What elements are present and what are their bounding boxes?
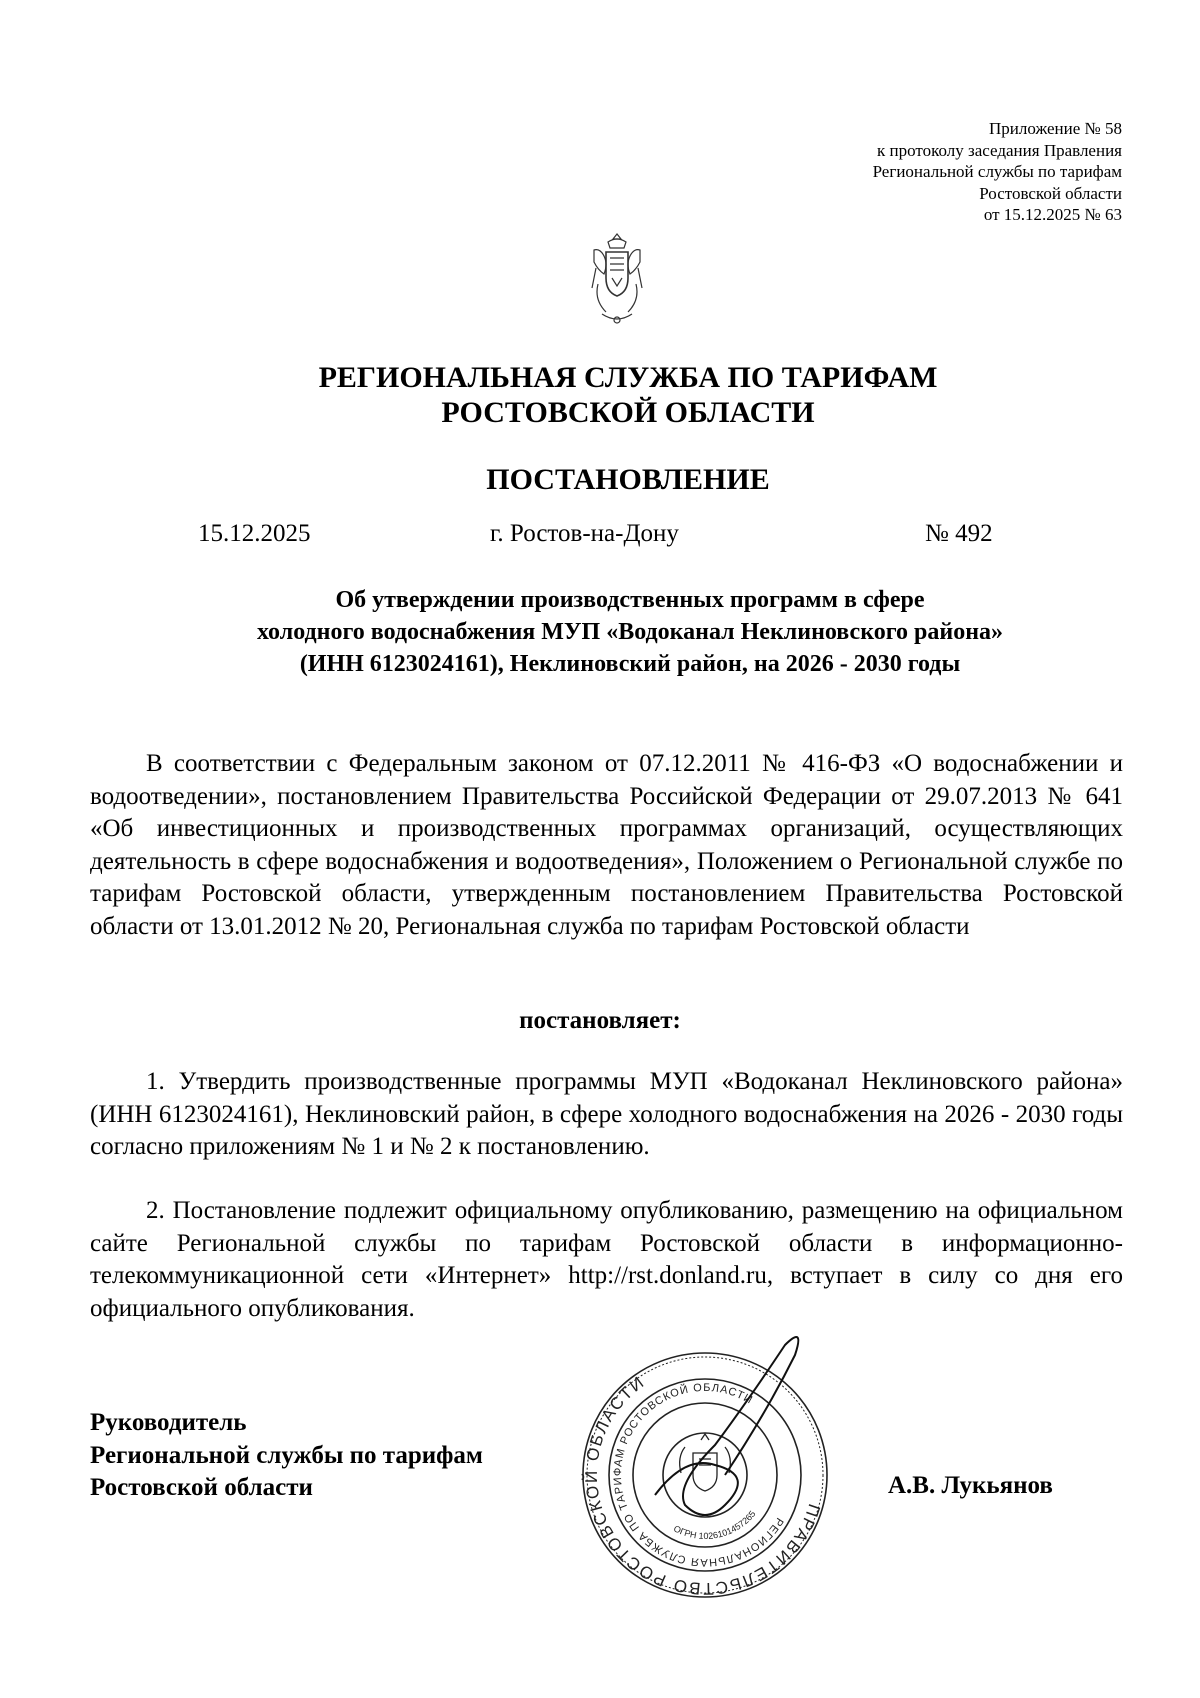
organization-title-line: РЕГИОНАЛЬНАЯ СЛУЖБА ПО ТАРИФАМ: [318, 361, 938, 394]
signer-name: А.В. Лукьянов: [888, 1472, 1053, 1499]
preamble-paragraph: В соответствии с Федеральным законом от 07.12.2011 № 416-ФЗ «О водоснабжении и водоотведении», постановлением Правительства Российской Федерации от 29.07.2013 № 641 «Об инвестиционных и производственных программах организаций, осуществляющих деятельность в сфере водоснабжения и водоотведения», Положением о Региональной службе по тарифам Ростовской области, утвержденным постановлением Правительства Ростовской области от 13.01.2012 № 20, Региональная служба по тарифам Ростовской области: [90, 750, 1123, 940]
appendix-line: Ростовской области: [979, 183, 1122, 203]
coat-of-arms-icon: [586, 228, 648, 328]
document-date: 15.12.2025: [198, 520, 311, 547]
document-number: № 492: [925, 520, 993, 547]
document-city: г. Ростов-на-Дону: [490, 520, 679, 547]
signer-position-line: Региональной службы по тарифам: [90, 1441, 483, 1469]
document-subject: [90, 584, 1170, 680]
signature-scribble: [655, 1337, 798, 1515]
organization-title: [0, 360, 1200, 430]
appendix-line: Региональной службы по тарифам: [872, 162, 1122, 181]
subject-line: (ИНН 6123024161), Неклиновский район, на 2026 - 2030 годы: [299, 651, 961, 677]
organization-title-line: РОСТОВСКОЙ ОБЛАСТИ: [441, 396, 815, 429]
appendix-note: [702, 118, 1122, 226]
appendix-line: к протоколу заседания Правления: [877, 140, 1122, 160]
official-seal: [575, 1335, 835, 1615]
decree-word: постановляет:: [519, 1007, 681, 1034]
svg-text:РЕГИОНАЛЬНАЯ СЛУЖБА ПО ТАРИФАМ: [578, 1348, 832, 1602]
subject-line: холодного водоснабжения МУП «Водоканал Неклиновского района»: [256, 619, 1004, 645]
signer-position-line: Руководитель: [90, 1409, 247, 1436]
seal-id-text: ОГРН 1026101457265: [671, 1508, 758, 1542]
subject-line: Об утверждении производственных программ в сфере: [335, 587, 925, 613]
seal-inner-text: РЕГИОНАЛЬНАЯ СЛУЖБА ПО ТАРИФАМ РОСТОВСКОЙ ОБЛАСТИ: [611, 1381, 786, 1569]
decree-item-2: 2. Постановление подлежит официальному опубликованию, размещению на официальном сайте Региональной службы по тарифам Ростовской области в информационно-телекоммуникационной сети «Интернет» http://rst.donland.ru, вступает в силу со дня его официального опубликования.: [90, 1197, 1123, 1322]
signer-position: [90, 1407, 483, 1505]
signer-position-line: Ростовской области: [90, 1474, 313, 1501]
appendix-line: Приложение № 58: [989, 119, 1122, 138]
decree-item-1: 1. Утвердить производственные программы МУП «Водоканал Неклиновского района» (ИНН 6123024161), Неклиновский район, в сфере холодного водоснабжения на 2026 - 2030 годы согласно приложениям № 1 и № 2 к постановлению.: [90, 1068, 1123, 1160]
seal-outer-text: ПРАВИТЕЛЬСТВО РОСТОВСКОЙ ОБЛАСТИ: [581, 1371, 824, 1599]
appendix-line: от 15.12.2025 № 63: [983, 205, 1122, 224]
document-type: ПОСТАНОВЛЕНИЕ: [486, 463, 770, 496]
